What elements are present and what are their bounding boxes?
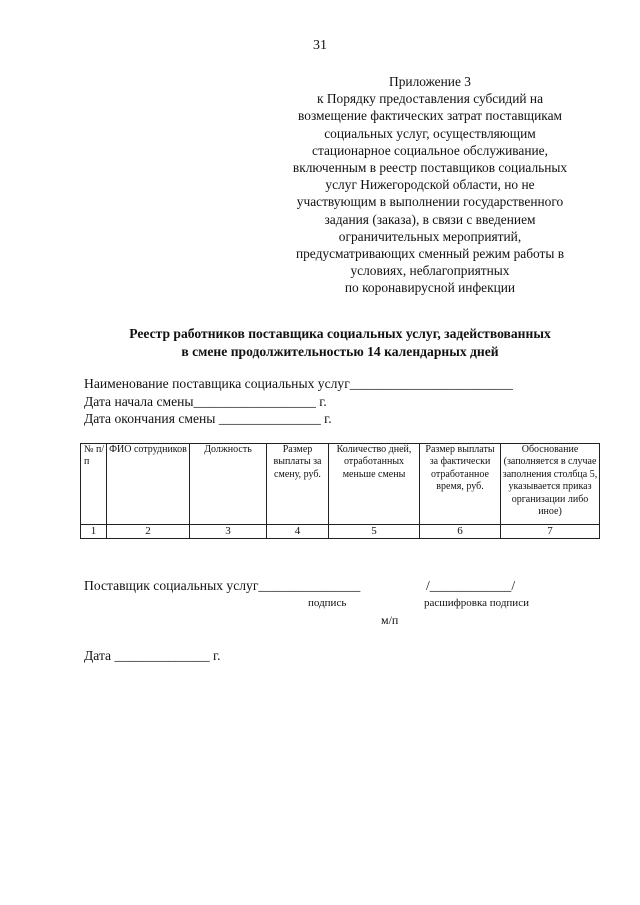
appendix-line: участвующим в выполнении государственного bbox=[296, 194, 564, 210]
title-line: в смене продолжительностью 14 календарных дней bbox=[181, 344, 499, 359]
appendix-line: Приложение 3 bbox=[389, 74, 471, 89]
header-position: Должность bbox=[190, 444, 267, 525]
header-full-name: ФИО сотрудников bbox=[107, 444, 190, 525]
column-number-cell: 5 bbox=[329, 525, 420, 539]
appendix-line: услуг Нижегородской области, но не bbox=[325, 177, 535, 193]
header-shift-payment: Размер выплаты за смену, руб. bbox=[267, 444, 329, 525]
header-days-short: Количество дней, отработанных меньше смены bbox=[329, 444, 420, 525]
signature-decoding-line: /____________/ bbox=[426, 578, 516, 593]
title-line: Реестр работников поставщика социальных услуг, задействованных bbox=[129, 326, 551, 341]
header-actual-payment: Размер выплаты за фактически отработанное время, руб. bbox=[420, 444, 501, 525]
appendix-line: включенным в реестр поставщиков социальных bbox=[292, 160, 568, 176]
stamp-caption: м/п bbox=[381, 613, 399, 627]
appendix-line: ограничительных мероприятий, bbox=[338, 228, 522, 244]
shift-end-date-field: Дата окончания смены _______________ г. bbox=[84, 411, 332, 426]
column-number-cell: 7 bbox=[501, 525, 600, 539]
appendix-line: социальных услуг, осуществляющим bbox=[324, 125, 536, 141]
appendix-line: стационарное социальное обслуживание, bbox=[312, 142, 548, 158]
document-title bbox=[60, 325, 620, 361]
page-number: 31 bbox=[313, 38, 327, 53]
registry-table bbox=[80, 443, 600, 539]
decoding-caption: расшифровка подписи bbox=[424, 597, 529, 609]
column-number-cell: 3 bbox=[190, 525, 267, 539]
appendix-line: по коронавирусной инфекции bbox=[344, 280, 516, 296]
supplier-signature-line: Поставщик социальных услуг_______________ bbox=[84, 578, 361, 593]
appendix-line: задания (заказа), в связи с введением bbox=[324, 211, 536, 227]
header-justification: Обоснование (заполняется в случае заполнения столбца 5, указывается приказ организации либо иное) bbox=[501, 444, 600, 525]
column-number-cell: 6 bbox=[420, 525, 501, 539]
column-number-cell: 1 bbox=[81, 525, 107, 539]
table-header-row bbox=[81, 444, 600, 525]
header-number: № п/п bbox=[81, 444, 107, 525]
signature-caption: подпись bbox=[308, 597, 347, 609]
appendix-line: возмещение фактических затрат поставщикам bbox=[298, 108, 562, 124]
appendix-line: предусматривающих сменный режим работы в bbox=[295, 246, 565, 262]
table-row bbox=[81, 525, 600, 539]
shift-start-date-field: Дата начала смены__________________ г. bbox=[84, 394, 327, 409]
appendix-line: условиях, неблагоприятных bbox=[350, 263, 510, 279]
column-number-cell: 4 bbox=[267, 525, 329, 539]
appendix-line: к Порядку предоставления субсидий на bbox=[316, 91, 544, 107]
column-number-cell: 2 bbox=[107, 525, 190, 539]
date-line: Дата ______________ г. bbox=[84, 648, 221, 663]
appendix-header bbox=[250, 73, 610, 297]
provider-name-field: Наименование поставщика социальных услуг________________________ bbox=[84, 376, 513, 391]
